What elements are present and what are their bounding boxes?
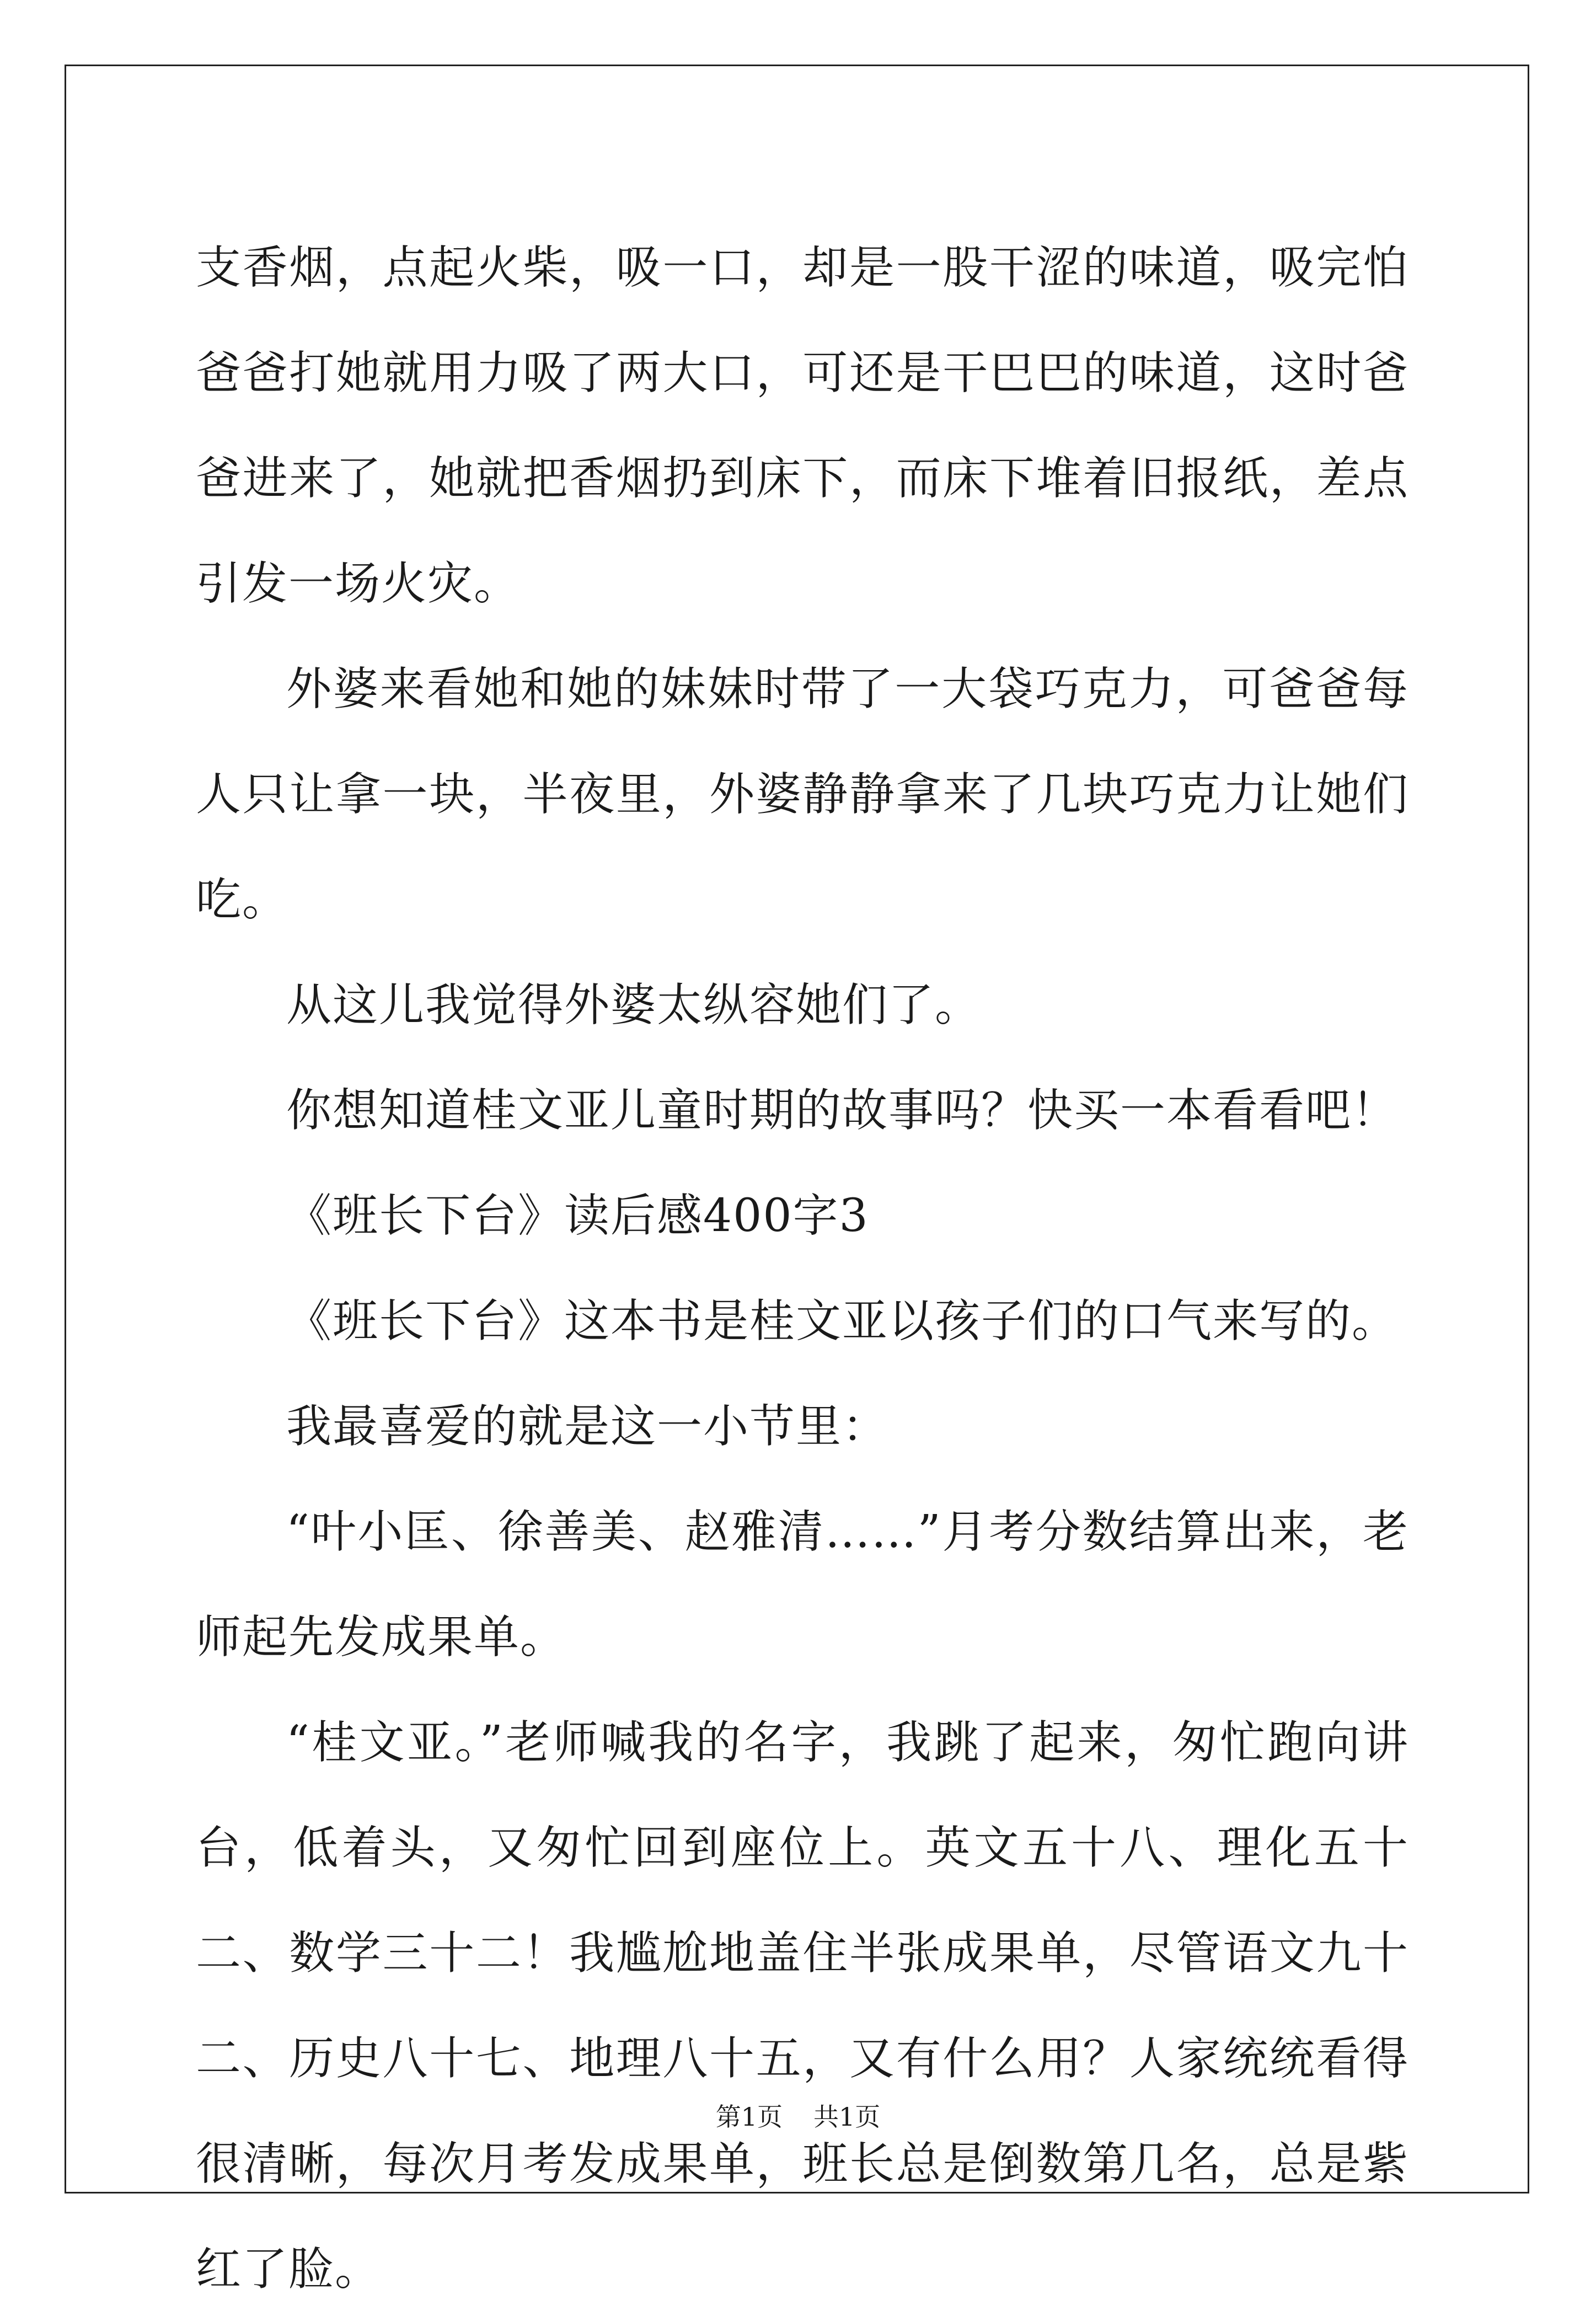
page-number-current: 第1页 — [715, 2102, 783, 2132]
paragraph-4: 你想知道桂文亚儿童时期的故事吗？快买一本看看吧！ — [286, 1084, 1399, 1137]
page-footer — [0, 2100, 1596, 2133]
paragraph-7: 我最喜爱的就是这一小节里： — [286, 1400, 889, 1453]
paragraph-6: 《班长下台》这本书是桂文亚以孩子们的口气来写的。 — [286, 1295, 1399, 1347]
paragraph-8: “叶小匡、徐善美、赵雅清……”月考分数结算出来，老师起先发成果单。 — [196, 1506, 1409, 1663]
paragraph-2: 外婆来看她和她的妹妹时带了一大袋巧克力，可爸爸每人只让拿一块，半夜里，外婆静静拿来了几块巧克力让她们吃。 — [196, 663, 1409, 926]
section-heading: 《班长下台》读后感400字3 — [286, 1190, 869, 1242]
paragraph-1: 支香烟，点起火柴，吸一口，却是一股干涩的味道，吸完怕爸爸打她就用力吸了两大口，可还是干巴巴的味道，这时爸爸进来了，她就把香烟扔到床下，而床下堆着旧报纸，差点引发一场火灾。 — [196, 242, 1409, 610]
page-number-total: 共1页 — [813, 2102, 881, 2132]
document-body — [196, 215, 1409, 2322]
paragraph-3: 从这儿我觉得外婆太纵容她们了。 — [286, 979, 982, 1031]
paragraph-9: “桂文亚。”老师喊我的名字，我跳了起来，匆忙跑向讲台，低着头，又匆忙回到座位上。英文五十八、理化五十二、数学三十二！我尴尬地盖住半张成果单，尽管语文九十二、历史八十七、地理八十五，又有什么用？人家统统看得很清晰，每次月考发成果单，班长总是倒数第几名，总是紫红了脸。 — [196, 1716, 1409, 2296]
